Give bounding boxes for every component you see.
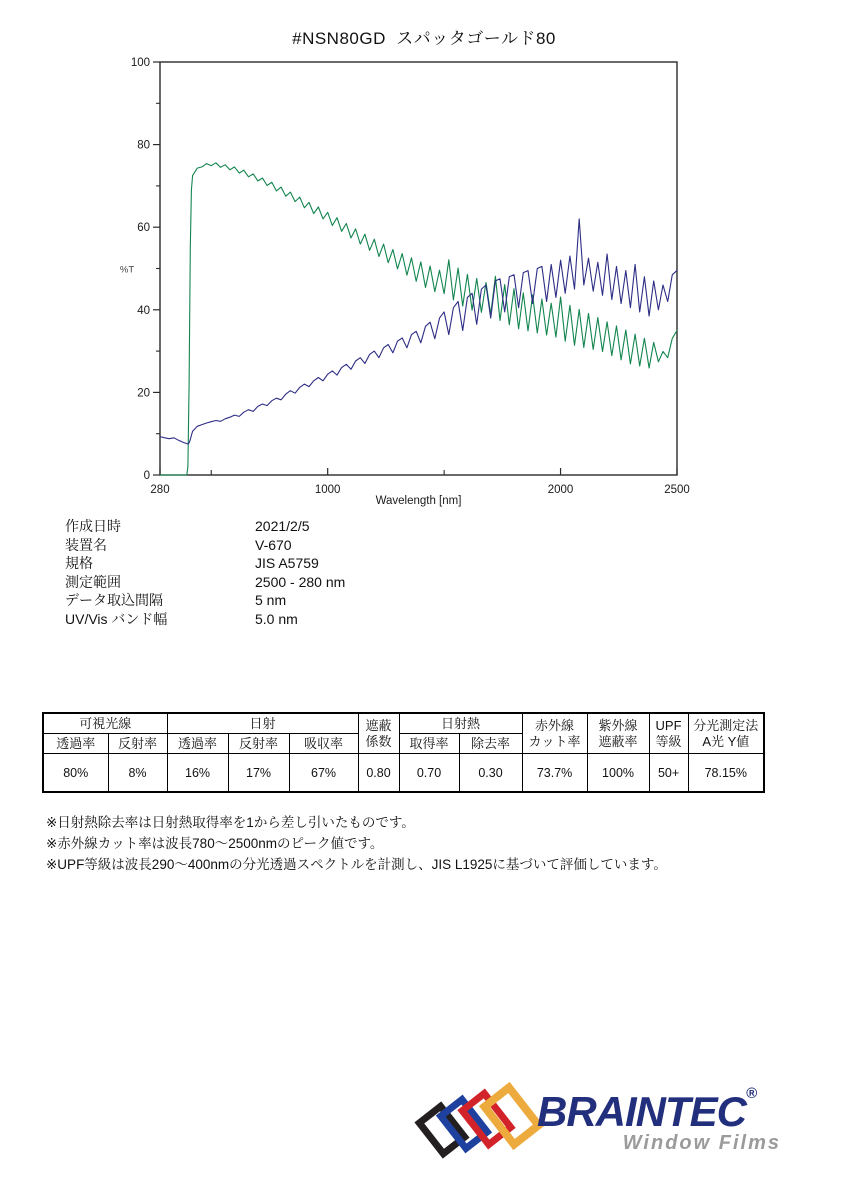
value-cell: 100%: [587, 754, 649, 793]
performance-table: [42, 712, 765, 793]
header-line: 係数: [365, 733, 392, 749]
spectral-chart: [0, 0, 848, 512]
header-line: 紫外線: [598, 718, 638, 734]
metadata-row: [65, 517, 345, 536]
series-transmittance-green: [160, 163, 677, 475]
metadata-row: [65, 554, 345, 573]
metadata-value: V-670: [255, 536, 292, 553]
header-line: 等級: [655, 733, 682, 749]
y-axis-label: %T: [119, 264, 135, 276]
value-cell: 73.7%: [522, 754, 587, 793]
header-line: 分光測定法: [693, 718, 759, 734]
subheader-cell: 反射率: [108, 734, 167, 754]
metadata-row: [65, 591, 345, 610]
header-ir-cut: [522, 713, 587, 754]
value-cell: 50+: [649, 754, 688, 793]
x-axis-label: Wavelength [nm]: [375, 495, 462, 507]
metadata-row: [65, 536, 345, 555]
value-cell: 78.15%: [688, 754, 764, 793]
measurement-metadata: [65, 517, 345, 628]
header-shading-coefficient: [358, 713, 399, 754]
page-title: #NSN80GD スパッタゴールド80: [292, 29, 556, 48]
value-cell: 80%: [43, 754, 108, 793]
value-cell: 0.70: [399, 754, 459, 793]
metadata-label: データ取込間隔: [65, 592, 163, 608]
metadata-label: 規格: [65, 555, 93, 571]
braintec-logo: [423, 1085, 793, 1180]
value-cell: 0.80: [358, 754, 399, 793]
brand-tagline: Window Films: [622, 1132, 781, 1154]
group-visible-light: 可視光線: [43, 713, 167, 734]
metadata-value: 5 nm: [255, 592, 287, 608]
value-cell: 16%: [167, 754, 228, 793]
metadata-label: 作成日時: [65, 518, 121, 534]
value-cell: 0.30: [459, 754, 522, 793]
x-tick-label: 2000: [547, 484, 574, 496]
metadata-row: [65, 610, 345, 629]
subheader-cell: 除去率: [459, 734, 522, 754]
brand-label: BRAINTEC: [537, 1088, 746, 1135]
y-tick-label: 40: [137, 304, 150, 317]
y-tick-label: 80: [137, 139, 150, 152]
subheader-cell: 透過率: [43, 734, 108, 754]
footnote-line: ※UPF等級は波長290～400nmの分光透過スペクトルを計測し、JIS L1925に基づいて評価しています。: [46, 857, 667, 872]
x-tick-label: 280: [150, 484, 170, 496]
y-tick-label: 100: [130, 57, 150, 69]
footnote-line: ※赤外線カット率は波長780～2500nmのピーク値です。: [46, 836, 384, 851]
header-line: A光 Y値: [702, 733, 750, 749]
metadata-label: 測定範囲: [65, 573, 121, 590]
header-uv-block: [587, 713, 649, 754]
x-tick-label: 2500: [664, 484, 690, 496]
metadata-label: 装置名: [65, 536, 107, 553]
header-spectro-y: [688, 713, 764, 754]
subheader-cell: 反射率: [228, 734, 289, 754]
metadata-value: 5.0 nm: [255, 610, 298, 627]
metadata-value: JIS A5759: [255, 555, 319, 571]
group-solar-heat: 日射熱: [399, 713, 522, 734]
header-line: 遮蔽率: [598, 733, 638, 749]
metadata-value: 2500 - 280 nm: [255, 573, 346, 590]
y-tick-label: 20: [137, 387, 150, 400]
subheader-cell: 透過率: [167, 734, 228, 754]
group-solar: 日射: [167, 713, 358, 734]
header-upf-grade: [649, 713, 688, 754]
subheader-cell: 吸収率: [289, 734, 358, 754]
footnote-line: ※日射熱除去率は日射熱取得率を1から差し引いたものです。: [46, 815, 415, 830]
header-line: カット率: [528, 733, 581, 749]
value-cell: 67%: [289, 754, 358, 793]
plot-border: [160, 62, 677, 475]
header-line: 遮蔽: [365, 718, 392, 734]
y-tick-label: 60: [137, 222, 150, 235]
value-cell: 17%: [228, 754, 289, 793]
footnotes: [46, 812, 667, 875]
subheader-cell: 取得率: [399, 734, 459, 754]
header-line: UPF: [655, 718, 682, 734]
header-line: 赤外線: [535, 718, 575, 734]
metadata-value: 2021/2/5: [255, 518, 310, 534]
metadata-row: [65, 573, 345, 592]
metadata-label: UV/Vis バンド幅: [65, 610, 168, 627]
value-cell: 8%: [108, 754, 167, 793]
brand-name: [537, 1085, 757, 1136]
registered-trademark-icon: ®: [746, 1085, 758, 1102]
y-tick-label: 0: [143, 470, 150, 482]
x-tick-label: 1000: [314, 484, 341, 496]
